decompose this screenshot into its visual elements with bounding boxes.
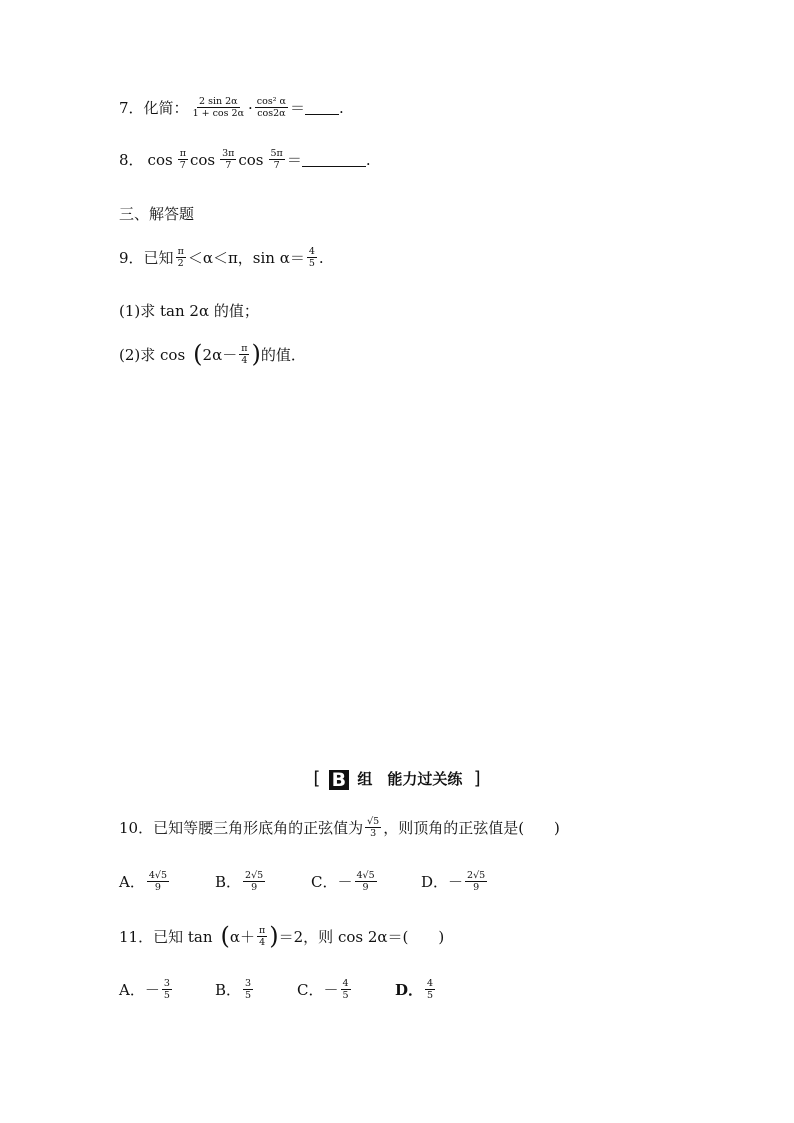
- fraction: $\frac{\pi}{4}$: [241, 342, 248, 366]
- option-a[interactable]: A． $\frac{4√5}{9}$: [119, 870, 167, 893]
- fraction: $\frac{\pi}{2}$: [177, 246, 184, 269]
- option-d[interactable]: D． $\frac{4}{5}$: [395, 978, 434, 1001]
- question-11: 11．已知 tan ( α＋ $\frac{\pi}{4}$ ) ＝2，则 cos 2α＝( ): [119, 922, 445, 950]
- fraction: $\frac{\pi}{4}$: [259, 924, 266, 948]
- option-b[interactable]: B． $\frac{3}{5}$: [215, 978, 252, 1001]
- answer-blank: [302, 152, 366, 167]
- question-7: 7． 化简： $\frac{2 \sin 2\alpha}{1 + \cos 2\alpha}$ · $\frac{\text{cos² α}}{\cos 2\alpha}$ ＝ .: [119, 96, 344, 119]
- fraction: $\frac{√5}{3}$: [367, 816, 380, 839]
- question-number: 8．: [119, 151, 144, 169]
- option-c[interactable]: C． － $\frac{4√5}{9}$: [311, 870, 375, 893]
- question-11-options: [119, 978, 437, 1001]
- question-number: 7．: [119, 99, 144, 117]
- fraction: $\frac{4}{5}$: [308, 246, 315, 269]
- question-9-part-2: (2)求 cos ( 2α－ $\frac{\pi}{4}$ ) 的值．: [119, 340, 306, 368]
- question-10-options: [119, 870, 489, 893]
- group-letter: B: [329, 770, 349, 790]
- section-heading: 三、解答题: [119, 205, 195, 223]
- fraction: $\frac{5\pi}{7}$: [270, 148, 283, 171]
- fraction: $\frac{3\pi}{7}$: [222, 148, 235, 171]
- fraction: $\frac{\pi}{7}$: [179, 148, 186, 171]
- section-b-banner: [ B 组 能力过关练 ]: [313, 768, 481, 791]
- fraction: $\frac{\text{cos² α}}{\cos 2\alpha}$: [256, 96, 286, 119]
- question-8: 8． cos $\frac{\pi}{7}$ cos $\frac{3\pi}{7}$ cos $\frac{5\pi}{7}$ ＝ .: [119, 148, 371, 171]
- question-10: 10．已知等腰三角形底角的正弦值为 $\frac{√5}{3}$ ，则顶角的正弦值是( ): [119, 816, 560, 839]
- answer-blank: [305, 100, 339, 115]
- fraction: $\frac{2 \sin 2\alpha}{1 + \cos 2\alpha}$: [192, 96, 245, 119]
- option-d[interactable]: D． － $\frac{2√5}{9}$: [421, 870, 486, 893]
- option-a[interactable]: A． － $\frac{3}{5}$: [119, 978, 170, 1001]
- option-b[interactable]: B． $\frac{2√5}{9}$: [215, 870, 264, 893]
- question-number: 9．: [119, 249, 144, 267]
- option-c[interactable]: C． － $\frac{4}{5}$: [297, 978, 349, 1001]
- question-label: 化简：: [143, 99, 189, 117]
- question-9-part-1: (1)求 tan 2α 的值；: [119, 302, 259, 320]
- question-9: 9． 已知 $\frac{\pi}{2}$ ＜α＜π，sin α＝ $\frac{4}{5}$ .: [119, 246, 324, 269]
